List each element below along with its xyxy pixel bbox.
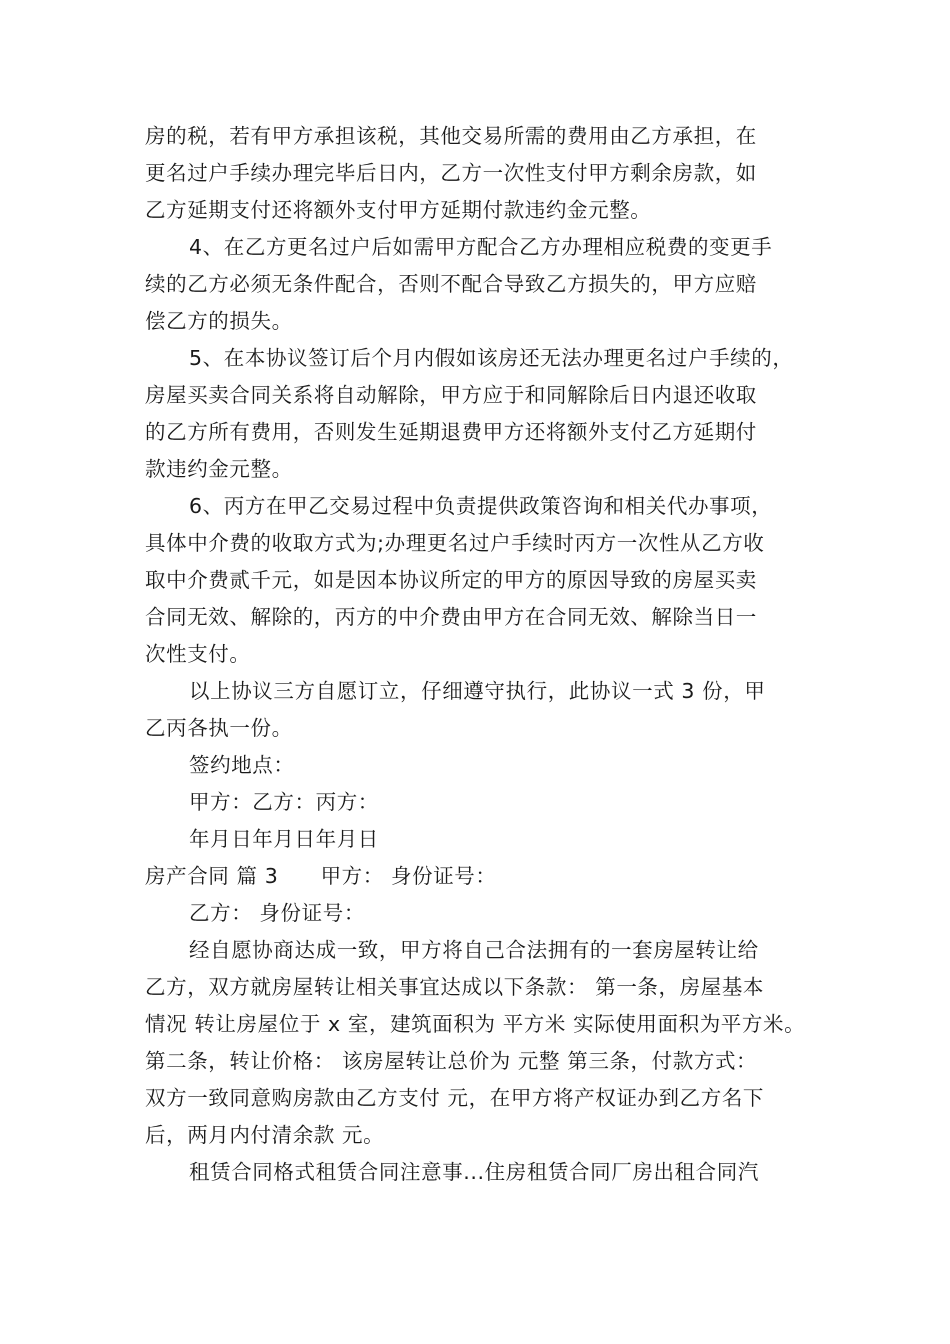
text-line: 4、在乙方更名过户后如需甲方配合乙方办理相应税费的变更手 [189,235,773,259]
text-line: 具体中介费的收取方式为;办理更名过户手续时丙方一次性从乙方收 [145,531,765,555]
text-line: 5、在本协议签订后个月内假如该房还无法办理更名过户手续的， [189,346,794,370]
text-line: 次性支付。 [145,642,251,666]
text-line: 双方一致同意购房款由乙方支付 元，在甲方将产权证办到乙方名下 [145,1086,765,1110]
text-line: 更名过户手续办理完毕后日内，乙方一次性支付甲方剩余房款，如 [145,161,757,185]
text-line: 乙丙各执一份。 [145,716,293,740]
text-line: 的乙方所有费用，否则发生延期退费甲方还将额外支付乙方延期付 [145,420,757,444]
text-line: 第二条，转让价格： 该房屋转让总价为 元整 第三条，付款方式： [145,1049,758,1073]
text-line: 房的税，若有甲方承担该税，其他交易所需的费用由乙方承担，在 [145,124,757,148]
text-line: 6、丙方在甲乙交易过程中负责提供政策咨询和相关代办事项， [189,494,773,518]
text-line: 租赁合同格式租赁合同注意事...住房租赁合同厂房出租合同汽 [189,1160,759,1184]
text-line: 款违约金元整。 [145,457,293,481]
text-line: 乙方延期支付还将额外支付甲方延期付款违约金元整。 [145,198,652,222]
text-line: 偿乙方的损失。 [145,309,293,333]
text-line: 情况 转让房屋位于 x 室，建筑面积为 平方米 实际使用面积为平方米。 [145,1012,806,1036]
text-line: 签约地点： [189,753,295,777]
text-line: 合同无效、解除的，丙方的中介费由甲方在合同无效、解除当日一 [145,605,757,629]
text-line: 经自愿协商达成一致，甲方将自己合法拥有的一套房屋转让给 [189,938,759,962]
text-line: 甲方：乙方：丙方： [189,790,379,814]
text-line: 续的乙方必须无条件配合，否则不配合导致乙方损失的，甲方应赔 [145,272,757,296]
text-line: 年月日年月日年月日 [189,827,379,851]
text-line: 乙方，双方就房屋转让相关事宜达成以下条款： 第一条，房屋基本 [145,975,765,999]
text-line: 房屋买卖合同关系将自动解除，甲方应于和同解除后日内退还收取 [145,383,757,407]
text-line: 取中介费贰千元，如是因本协议所定的甲方的原因导致的房屋买卖 [145,568,757,592]
section-heading: 房产合同 篇 3 甲方： 身份证号： [145,864,497,888]
text-line: 以上协议三方自愿订立，仔细遵守执行，此协议一式 3 份，甲 [189,679,766,703]
text-line: 后，两月内付清余款 元。 [145,1123,385,1147]
text-line: 乙方： 身份证号： [189,901,365,925]
